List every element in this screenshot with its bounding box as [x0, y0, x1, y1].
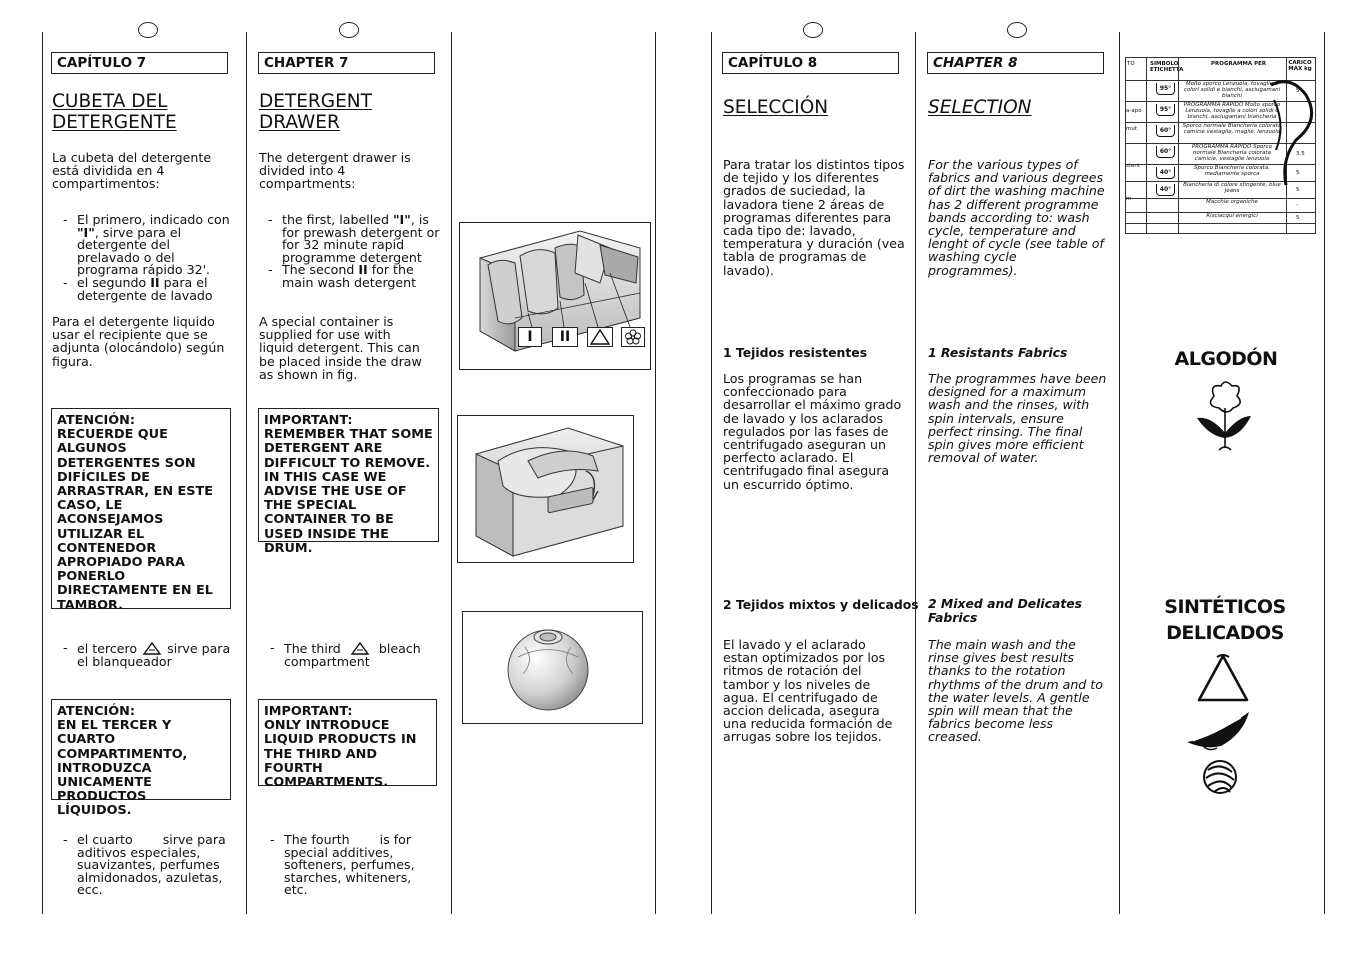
table-cell-description: PROGRAMMA RAPIDO Sporco normale Biancheria colorata camicie, vestaglie lenzuola [1191, 144, 1273, 162]
language-flag-oval [803, 22, 823, 38]
compartment-list [266, 834, 436, 897]
section-title: SELECTION [928, 97, 1032, 118]
intro-paragraph: La cubeta del detergente está dividida en 4 compartimentos: [52, 150, 212, 192]
list-item: - The second II for the main wash detergent [264, 264, 440, 289]
compartment-list [59, 834, 231, 897]
list-item: - the first, labelled "I", is for prewash detergent or for 32 minute rapid programme detergent [264, 214, 440, 264]
slot-label-II: II [552, 327, 578, 347]
subsection-title: 2 Tejidos mixtos y delicados [723, 597, 919, 612]
section-title-line: DRAWER [259, 112, 340, 133]
subsection-body: The programmes have been designed for a maximum wash and the rinses, with spin intervals, ensure perfect rinsing. The final spin gives more efficient removal of water. [928, 371, 1107, 466]
list-item: - el cuarto sirve para aditivos especiales, suavizantes, perfumes almidonados, azuletas, ecc. [59, 834, 231, 897]
column-divider [42, 32, 43, 914]
column-divider [915, 32, 916, 914]
table-cell-description: Risciacqui energici [1206, 213, 1258, 219]
list-item: - The fourth is for special additives, softeners, perfumes, starches, whiteners, etc. [266, 834, 436, 897]
compartment-list [59, 214, 231, 302]
column-divider [655, 32, 656, 914]
table-cell-description: PROGRAMMA RAPIDO Molto sporco Lenzuola, tovaglie a colori solidi e bianchi, asciugamani biancheria [1183, 102, 1281, 120]
list-item: - The third bleach compartment [266, 642, 436, 668]
table-code: m [1126, 196, 1132, 202]
table-code: mut [1126, 126, 1137, 132]
table-code: stent [1126, 163, 1141, 169]
liquid-detergent-paragraph: Para el detergente liquido usar el recipiente que se adjunta (olocándolo) según figura. [52, 314, 225, 369]
table-cell-description: Sporco normale Biancheria colorata camicie vestaglie, maglie, lenzuola [1182, 123, 1282, 135]
subsection-title: 1 Resistants Fabrics [928, 345, 1068, 360]
warning-box [51, 699, 231, 819]
liquid-detergent-paragraph: A special container is supplied for use with liquid detergent. This can be placed inside the draw as shown in fig. [259, 314, 422, 382]
slot-label-I: I [518, 327, 542, 347]
compartment-list [266, 642, 436, 668]
wash-tub-temp-icon: 60° [1156, 146, 1175, 158]
table-header-load: CARICO MAX kg [1288, 60, 1312, 72]
section-title: SELECCIÓN [723, 97, 829, 118]
table-header-symbol: SIMBOLO ETICHETTA [1150, 61, 1184, 73]
flower-icon [622, 328, 644, 346]
table-header-programme: PROGRAMMA PER [1211, 61, 1267, 67]
column-divider [711, 32, 712, 914]
table-cell-load: 5 [1296, 169, 1300, 176]
table-cell-load: 5 [1296, 186, 1300, 193]
table-code: a-apo [1126, 108, 1142, 114]
warning-title: IMPORTANT: [264, 704, 353, 719]
column-divider [451, 32, 452, 914]
warning-body: EN EL TERCER Y CUARTO COMPARTIMENTO, INTRODUZCA UNICAMENTE PRODUCTOS LÍQUIDOS. [57, 718, 188, 819]
list-item: - El primero, indicado con "I", sirve para el detergente del prelavado o del programa rápido 32'. [59, 214, 231, 277]
bleach-triangle-icon [588, 328, 612, 346]
list-item: - el segundo II para el detergente de lavado [59, 277, 231, 302]
language-flag-oval [1007, 22, 1027, 38]
table-row [1126, 212, 1315, 224]
liquid-container-drawer-figure [457, 415, 634, 563]
feather-icon [1183, 708, 1253, 754]
table-cell-description: Biancheria di colore stingente, blue jeans [1183, 182, 1281, 194]
table-cell-description: Sporco Biancheria colorata, mediamente sporca [1194, 165, 1270, 177]
subsection-title: 1 Tejidos resistentes [723, 345, 868, 360]
warning-body: RECUERDE QUE ALGUNOS DETERGENTES SON DIFÍCILES DE ARRASTRAR, EN ESTE CASO, LE ACONSEJAMOS UTILIZAR EL CONTENEDOR APROPIADO PARA PONERLO DIRECTAMENTE EN EL TAMBOR. [57, 427, 213, 613]
detergent-ball-figure [462, 611, 643, 724]
section-title-line: DETERGENT [259, 91, 372, 112]
subsection-body: Los programas se han confeccionado para desarrollar el máximo grado de lavado y los aclarados regulados por las fases de centrifugado aseguran un perfecto aclarado. El centrifugado final asegura un escurrido óptimo. [723, 371, 902, 492]
wash-tub-temp-icon: 40° [1156, 184, 1175, 196]
cotton-icon [1189, 378, 1259, 458]
wash-tub-temp-icon: 60° [1156, 125, 1175, 137]
subsection-body: El lavado y el aclarado estan optimizados por los ritmos de rotación del tambor y los niveles de agua. El centrifugado de accion delicada, asegura una reducida formación de arrugas sobre los tejidos. [723, 637, 893, 745]
section-title-line: DETERGENTE [52, 112, 177, 133]
intro-paragraph: For the various types of fabrics and various degrees of dirt the washing machine has 2 different programme bands according to: wash cycle, temperature and lenght of cycle (see table of washing cycle programmes). [928, 157, 1105, 278]
column-divider [246, 32, 247, 914]
column-divider [1324, 32, 1325, 914]
warning-title: IMPORTANT: [264, 413, 353, 428]
chapter-heading: CAPÍTULO 8 [722, 52, 899, 74]
subsection-body: The main wash and the rinse gives best results thanks to the rotation rhythms of the drum and to the water levels. A gentle spin will mean that the fabrics become less creased. [928, 637, 1103, 745]
slot-label-softener [621, 327, 645, 347]
warning-body: REMEMBER THAT SOME DETERGENT ARE DIFFICULT TO REMOVE. IN THIS CASE WE ADVISE THE USE OF THE SPECIAL CONTAINER TO BE USED INSIDE THE DRUM. [264, 427, 433, 556]
table-cell-description: Macchie organiche [1206, 199, 1258, 205]
section-title-line: CUBETA DEL [52, 91, 168, 112]
warning-body: ONLY INTRODUCE LIQUID PRODUCTS IN THE THIRD AND FOURTH COMPARTMENTS. [264, 718, 417, 791]
table-cell-load: 5 [1296, 214, 1300, 221]
section-title [52, 91, 177, 133]
table-cell-load: - [1296, 202, 1298, 208]
liquid-container-drawer-illustration [458, 416, 633, 562]
detergent-ball-illustration [463, 612, 642, 723]
compartment-list [59, 642, 231, 668]
cotton-flower-overlay-illustration [1266, 80, 1316, 190]
table-code: TO [1127, 61, 1135, 67]
table-row [1126, 198, 1315, 213]
category-cotton-label: ALGODÓN [1174, 348, 1278, 370]
subsection-title: 2 Mixed and Delicates Fabrics [928, 596, 1083, 625]
warning-box [258, 408, 439, 556]
list-item: - el tercero sirve para el blanqueador [59, 642, 231, 668]
category-synthetic-label [1160, 594, 1290, 646]
table-cell-load: 5 [1296, 87, 1300, 94]
intro-paragraph: Para tratar los distintos tipos de tejido y los diferentes grados de suciedad, la lavadora tiene 2 áreas de programas diferentes para cada tipo de: lavado, temperatura y duración (vea tabla de programas de lavado). [723, 157, 905, 278]
programme-table-figure [1125, 57, 1316, 234]
wash-tub-temp-icon: 95° [1156, 83, 1175, 95]
warning-title: ATENCIÓN: [57, 413, 135, 428]
warning-title: ATENCIÓN: [57, 704, 135, 719]
table-cell-load: 3.5 [1296, 150, 1305, 157]
detergent-drawer-figure [459, 222, 651, 370]
warning-box [258, 699, 437, 791]
chapter-heading: CAPÍTULO 7 [51, 52, 228, 74]
category-line: SINTÉTICOS [1164, 596, 1286, 618]
wash-tub-temp-icon: 95° [1156, 104, 1175, 116]
wash-tub-temp-icon: 40° [1156, 167, 1175, 179]
column-divider [1119, 32, 1120, 914]
warning-box [51, 408, 231, 613]
compartment-list [264, 214, 440, 290]
chapter-heading: CHAPTER 8 [927, 52, 1104, 74]
category-line: DELICADOS [1166, 622, 1284, 644]
slot-label-bleach [587, 327, 613, 347]
intro-paragraph: The detergent drawer is divided into 4 compartments: [259, 150, 411, 192]
wool-ball-icon [1200, 758, 1240, 796]
language-flag-oval [138, 22, 158, 38]
language-flag-oval [339, 22, 359, 38]
chapter-heading: CHAPTER 7 [258, 52, 435, 74]
section-title [259, 91, 372, 133]
synthetic-triangle-icon [1195, 652, 1251, 706]
table-cell-description: Molto sporco Lenzuola, tovaglie a colori solidi e bianchi, asciugamani bianchi [1183, 81, 1281, 99]
